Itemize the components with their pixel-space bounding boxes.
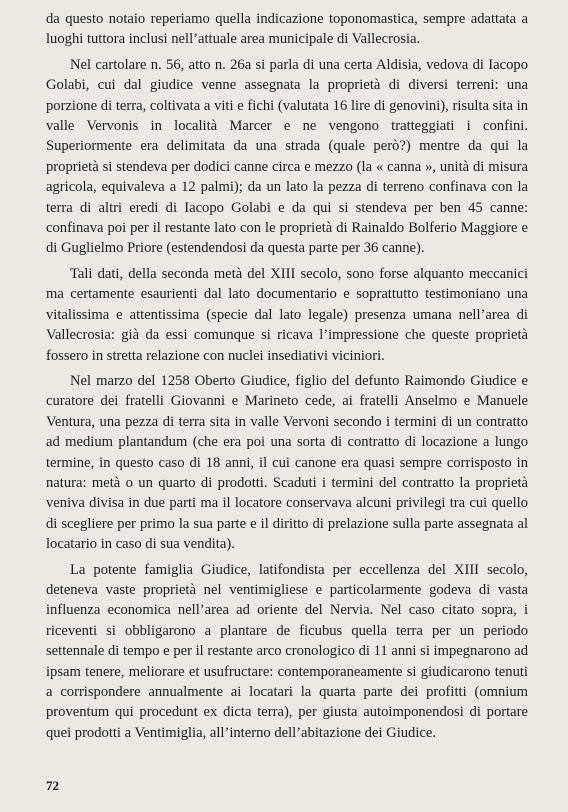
body-text	[46, 9, 528, 743]
paragraph-famiglia-giudice: La potente famiglia Giudice, latifondista per eccellenza del XIII secolo, deteneva vaste proprietà nel ventimigliese e particolarmente godeva di vasta influenza economica nell’area ad oriente del Nervia. Nel caso citato sopra, i riceventi si obbligarono a plantare de ficubus quella terra per un periodo settennale di tempo e per il restante arco cronologico di 11 anni si impegnarono ad ipsam tenere, meliorare et usufructare: contemporaneamente si giudicarono tenuti a corrispondere annualmente ai locatari la quarta parte dei profitti (omnium proventum qui procedunt ex dicta terra), per giusta autoimponendosi di portare quei prodotti a Ventimiglia, all’interno dell’abitazione dei Giudice.	[46, 561, 528, 741]
page-number: 72	[46, 778, 59, 793]
paragraph-marzo-1258: Nel marzo del 1258 Oberto Giudice, figlio del defunto Raimondo Giudice e curatore dei fratelli Giovanni e Marineto cede, ai fratelli Anselmo e Manuele Ventura, una pezza di terra sita in valle Vervoni secondo i termini di un contratto ad medium plantandum (che era poi una sorta di contratto di locazione a lungo termine, in questo caso di 18 anni, il cui canone era quasi sempre corrisposto in natura: metà o un quarto di prodotti. Scaduti i termini del contratto la proprietà veniva divisa in due parti ma il locatore conservava alcuni privilegi tra cui quello di scegliere per primo la sua parte e il diritto di prelazione sulla parte assegnata al locatario in caso di sua vendita).	[46, 372, 528, 553]
paragraph-tali-dati: Tali dati, della seconda metà del XIII secolo, sono forse alquanto meccanici ma certamente esaurienti dal lato documentario e soprattutto testimoniano una vitalissima e attentissima (specie dal lato legale) presenza umana nell’area di Vallecrosia: già da essi comunque si ricava l’impressione che queste proprietà fossero in stretta relazione con nuclei insediativi viciniori.	[46, 265, 528, 364]
paragraph-continuation: da questo notaio reperiamo quella indicazione toponomastica, sempre adattata a luoghi tuttora inclusi nell’attuale area municipale di Vallecrosia.	[46, 11, 528, 48]
paragraph-cartolare: Nel cartolare n. 56, atto n. 26a si parla di una certa Aldisia, vedova di Iacopo Golabi, cui dal giudice venne assegnata la proprietà di diversi terreni: una porzione di terra, coltivata a viti e fichi (valutata 16 lire di genovini), risulta sita in valle Vervonis in località Marcer e ne vengono tratteggiati i confini. Superiormente era delimitata da una strada (quale però?) mentre da qui la proprietà si stendeva per dodici canne circa e mezzo (la « canna », unità di misura agricola, equivaleva a 12 palmi); da un lato la pezza di terreno confinava con la terra di altri eredi di Iacopo Golabi e da qui si stendeva per ben 45 canne: confinava poi per il restante lato con le proprietà di Rainaldo Bolferio Maggiore e di Guglielmo Priore (estendendosi da questa parte per 36 canne).	[46, 56, 528, 257]
